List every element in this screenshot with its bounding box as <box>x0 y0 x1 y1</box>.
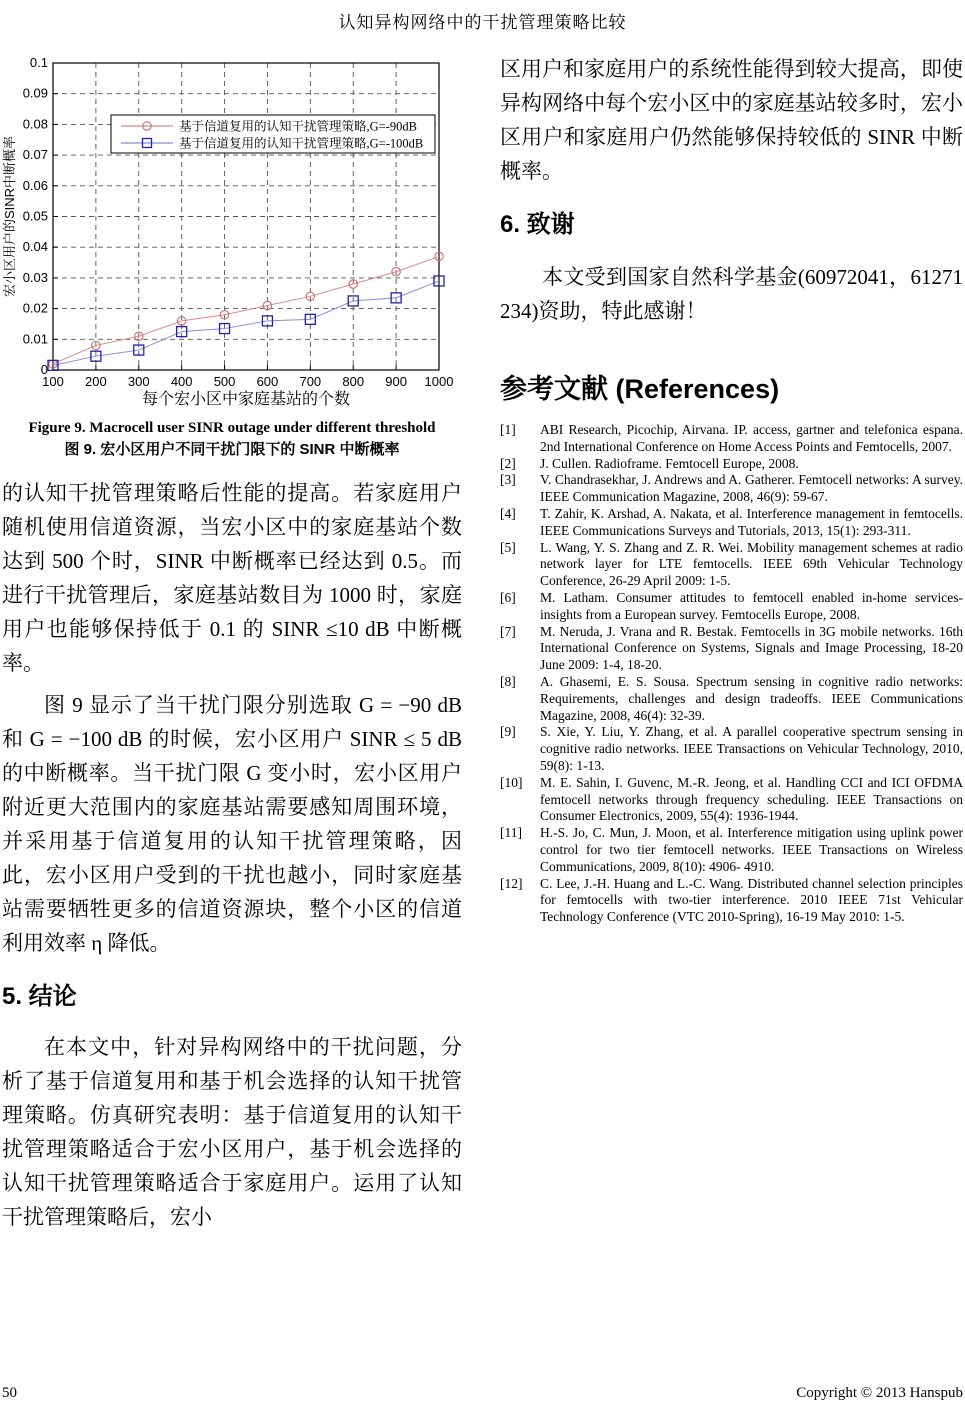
series-line <box>53 256 439 363</box>
chart-tick-label: 0.06 <box>22 177 48 193</box>
figure9-caption-chinese: 图 9. 宏小区用户不同干扰门限下的 SINR 中断概率 <box>64 441 400 458</box>
right-column <box>500 42 963 926</box>
figure9-caption <box>2 418 462 460</box>
reference-item <box>500 472 963 506</box>
legend-entry-label: 基于信道复用的认知干扰管理策略,G=-90dB <box>179 119 417 134</box>
chart-tick-label: 0.09 <box>22 85 48 101</box>
chart-tick-label: 1000 <box>424 374 454 389</box>
reference-item <box>500 775 963 825</box>
reference-number: [2] <box>500 455 516 471</box>
sinr-outage-line-chart <box>2 48 464 408</box>
chart-tick-label: 0.02 <box>22 300 48 316</box>
reference-item <box>500 624 963 674</box>
reference-item <box>500 724 963 774</box>
y-axis-label: 宏小区用户的SINR中断概率 <box>2 135 17 298</box>
chart-tick-label: 200 <box>85 374 107 389</box>
legend-entry-label: 基于信道复用的认知干扰管理策略,G=-100dB <box>179 136 424 151</box>
series-line <box>53 281 439 365</box>
reference-item <box>500 876 963 926</box>
chart-tick-label: 0.01 <box>22 331 48 347</box>
reference-text: A. Ghasemi, E. S. Sousa. Spectrum sensing in cognitive radio networks: Requirements, challenges and design tradeoffs. IEEE Communications Magazine, 2008, 46(4): 32-39. <box>540 673 963 723</box>
chart-tick-label: 0.07 <box>22 147 48 163</box>
reference-number: [12] <box>500 875 523 891</box>
reference-item <box>500 506 963 540</box>
reference-text: L. Wang, Y. S. Zhang and Z. R. Wei. Mobility management schemes at radio network layer for LTE femtocells. IEEE 69th Vehicular Technology Conference, 26-29 April 2009: 1-5. <box>540 539 963 589</box>
reference-text: C. Lee, J.-H. Huang and L.-C. Wang. Distributed channel selection principles for femtocells with two-tier interference. 2010 IEEE 71st Vehicular Technology Conference (VTC 2010-Spring), 16-19 May 2010: 1-5. <box>540 875 963 925</box>
reference-number: [10] <box>500 774 523 790</box>
references-heading: 参考文献 (References) <box>500 374 780 404</box>
paper-title: 认知异构网络中的干扰管理策略比较 <box>338 13 627 32</box>
reference-number: [5] <box>500 539 516 555</box>
reference-item <box>500 422 963 456</box>
reference-number: [4] <box>500 505 516 521</box>
references-list <box>500 422 963 926</box>
reference-text: H.-S. Jo, C. Mun, J. Moon, et al. Interference mitigation using uplink power control for two tier femtocell networks. IEEE Transactions on Wireless Communications, 2009, 8(10): 4906- 4910. <box>540 825 963 874</box>
paragraph-conclusion: 在本文中，针对异构网络中的干扰问题，分析了基于信道复用和基于机会选择的认知干扰管理策略。仿真研究表明：基于信道复用的认知干扰管理策略适合于宏小区用户，基于机会选择的认知干扰管理策略适合于家庭用户。运用了认知干扰管理策略后，宏小 <box>2 1035 462 1229</box>
paragraph-acknowledgement: 本文受到国家自然科学基金(60972041，61271234)资助，特此感谢！ <box>500 265 963 323</box>
reference-number: [1] <box>500 422 516 437</box>
chart-tick-label: 0.04 <box>22 239 48 255</box>
reference-number: [3] <box>500 472 516 488</box>
section6-heading: 6. 致谢 <box>500 211 575 238</box>
chart-tick-label: 900 <box>385 374 407 389</box>
reference-text: V. Chandrasekhar, J. Andrews and A. Gatherer. Femtocell networks: A survey. IEEE Communication Magazine, 2008, 46(9): 59-67. <box>540 472 963 505</box>
copyright-notice: Copyright © 2013 Hanspub <box>796 1385 963 1401</box>
reference-number: [6] <box>500 589 516 605</box>
chart-tick-label: 0 <box>40 362 48 377</box>
reference-item <box>500 540 963 590</box>
reference-text: ABI Research, Picochip, Airvana. IP. access, gartner and telefonica espana. 2nd International Conference on Home Access Points and Femtocells, 2007. <box>540 422 963 454</box>
chart-tick-label: 700 <box>299 374 322 389</box>
reference-text: M. Neruda, J. Vrana and R. Bestak. Femtocells in 3G mobile networks. 16th International Conference on Systems, Signals and Image Processing, 18-20 June 2009: 1-4, 18-20. <box>540 623 963 673</box>
reference-item <box>500 590 963 624</box>
left-column <box>2 48 462 1234</box>
figure9-chart <box>2 48 464 408</box>
reference-number: [11] <box>500 825 522 841</box>
chart-tick-label: 0.08 <box>22 116 48 132</box>
reference-item <box>500 674 963 724</box>
reference-number: [9] <box>500 724 516 740</box>
chart-tick-label: 600 <box>256 374 279 389</box>
page-footer <box>2 1385 963 1402</box>
chart-tick-label: 400 <box>170 374 193 389</box>
chart-tick-label: 0.1 <box>29 55 48 70</box>
chart-tick-label: 500 <box>213 374 236 389</box>
paragraph-continuation: 的认知干扰管理策略后性能的提高。若家庭用户随机使用信道资源，当宏小区中的家庭基站个数达到 500 个时，SINR 中断概率已经达到 0.5。而进行干扰管理后，家庭基站数目为 1000 时，家庭用户也能够保持低于 0.1 的 SINR ≤10 dB 中断概率。 <box>2 481 462 675</box>
reference-text: M. Latham. Consumer attitudes to femtocell enabled in-home services-insights from a European survey. Femtocells Europe, 2008. <box>540 589 963 622</box>
chart-tick-label: 300 <box>127 374 150 389</box>
section5-heading: 5. 结论 <box>2 983 77 1010</box>
reference-text: J. Cullen. Radioframe. Femtocell Europe, 2008. <box>540 455 799 471</box>
reference-text: S. Xie, Y. Liu, Y. Zhang, et al. A parallel cooperative spectrum sensing in cognitive radio networks. IEEE Transactions on Vehicular Technology, 2010, 59(8): 1-13. <box>540 724 963 773</box>
reference-number: [8] <box>500 673 516 689</box>
paragraph-fig9-discussion: 图 9 显示了当干扰门限分别选取 G = −90 dB 和 G = −100 dB 的时候，宏小区用户 SINR ≤ 5 dB 的中断概率。当干扰门限 G 变小时，宏小区用户附近更大范围内的家庭基站需要感知周围环境，并采用基于信道复用的认知干扰管理策略，因此，宏小区用户受到的干扰也越小，同时家庭基站需要牺牲更多的信道资源块，整个小区的信道利用效率 η 降低。 <box>2 693 462 955</box>
figure9-caption-english: Figure 9. Macrocell user SINR outage under different threshold <box>28 420 436 436</box>
x-axis-label: 每个宏小区中家庭基站的个数 <box>141 391 351 408</box>
reference-item <box>500 456 963 473</box>
reference-item <box>500 825 963 875</box>
reference-text: T. Zahir, K. Arshad, A. Nakata, et al. Interference management in femtocells. IEEE Communications Surveys and Tutorials, 2013, 15(1): 293-311. <box>540 505 963 538</box>
paragraph-right-continuation: 区用户和家庭用户的系统性能得到较大提高，即使异构网络中每个宏小区中的家庭基站较多时，宏小区用户和家庭用户仍然能够保持较低的 SINR 中断概率。 <box>500 57 963 183</box>
chart-tick-label: 800 <box>342 374 365 389</box>
chart-tick-label: 0.03 <box>22 269 48 285</box>
chart-tick-label: 100 <box>42 374 64 389</box>
reference-number: [7] <box>500 623 516 639</box>
page-number: 50 <box>2 1385 17 1401</box>
chart-tick-label: 0.05 <box>22 208 48 224</box>
reference-text: M. E. Sahin, I. Guvenc, M.-R. Jeong, et al. Handling CCI and ICI OFDMA femtocell networks through frequency scheduling. IEEE Transactions on Consumer Electronics, 2009, 55(4): 1936-1944. <box>540 774 963 824</box>
